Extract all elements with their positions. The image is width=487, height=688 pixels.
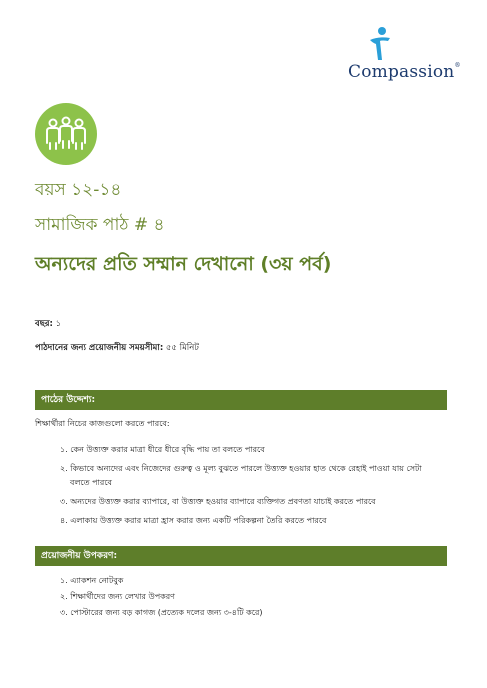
compassion-logo [348, 26, 461, 86]
year-value: ১ [55, 319, 62, 329]
objectives-list [60, 443, 440, 533]
list-item: ৪. এলাকায় উত্ত্যক্ত করার মাত্রা হ্রাস করার জন্য একটি পরিকল্পনা তৈরি করতে পারবে [60, 516, 327, 525]
list-item: ২. কিভাবে অন্যদের এবং নিজেদের গুরুত্ব ও মূল্য বুঝতে পারলে উত্ত্যক্ত হওয়ার হাত থেকে রেহাই পাওয়া যায় সেটা বলতে পারবে [60, 464, 422, 487]
year-label: বছর: [35, 319, 53, 329]
people-group-icon [35, 103, 97, 165]
list-item: ১. কেন উত্ত্যক্ত করার মাত্রা ধীরে ধীরে বৃদ্ধি পায় তা বলতে পারবে [60, 445, 265, 454]
list-item: ৩. পোস্টারের জন্য বড় কাগজ (প্রত্যেক দলের জন্য ৩-৪টি করে) [60, 608, 263, 617]
objectives-intro: শিক্ষার্থীরা নিচের কাজগুলো করতে পারবে: [35, 419, 170, 428]
objectives-heading: পাঠের উদ্দেশ্য: [35, 390, 447, 410]
logo-text: Compassion® [348, 62, 461, 82]
age-range-heading: বয়স ১২-১৪ [35, 180, 122, 200]
duration-info [35, 341, 199, 355]
list-item: ৩. অন্যদের উত্ত্যক্ত করার ব্যাপারে, বা উত্ত্যক্ত হওয়ার ব্যাপারে ব্যক্তিগত প্রবণতা যাচাই করতে পারবে [60, 497, 376, 506]
page-title: অন্যদের প্রতি সম্মান দেখানো (৩য় পর্ব) [35, 253, 332, 275]
list-item: ২. শিক্ষার্থীদের জন্য লেখার উপকরণ [60, 592, 175, 601]
materials-heading: প্রয়োজনীয় উপকরণ: [35, 546, 447, 566]
lesson-number-heading: সামাজিক পাঠ # ৪ [35, 215, 165, 235]
materials-list [60, 574, 440, 622]
duration-value: ৫৫ মিনিট [165, 343, 199, 353]
duration-label: পাঠদানের জন্য প্রয়োজনীয় সময়সীমা: [35, 343, 164, 353]
person-figure-icon [366, 26, 392, 62]
list-item: ১. এ্যাকশন নোটবুক [60, 576, 124, 585]
year-info [35, 317, 61, 331]
